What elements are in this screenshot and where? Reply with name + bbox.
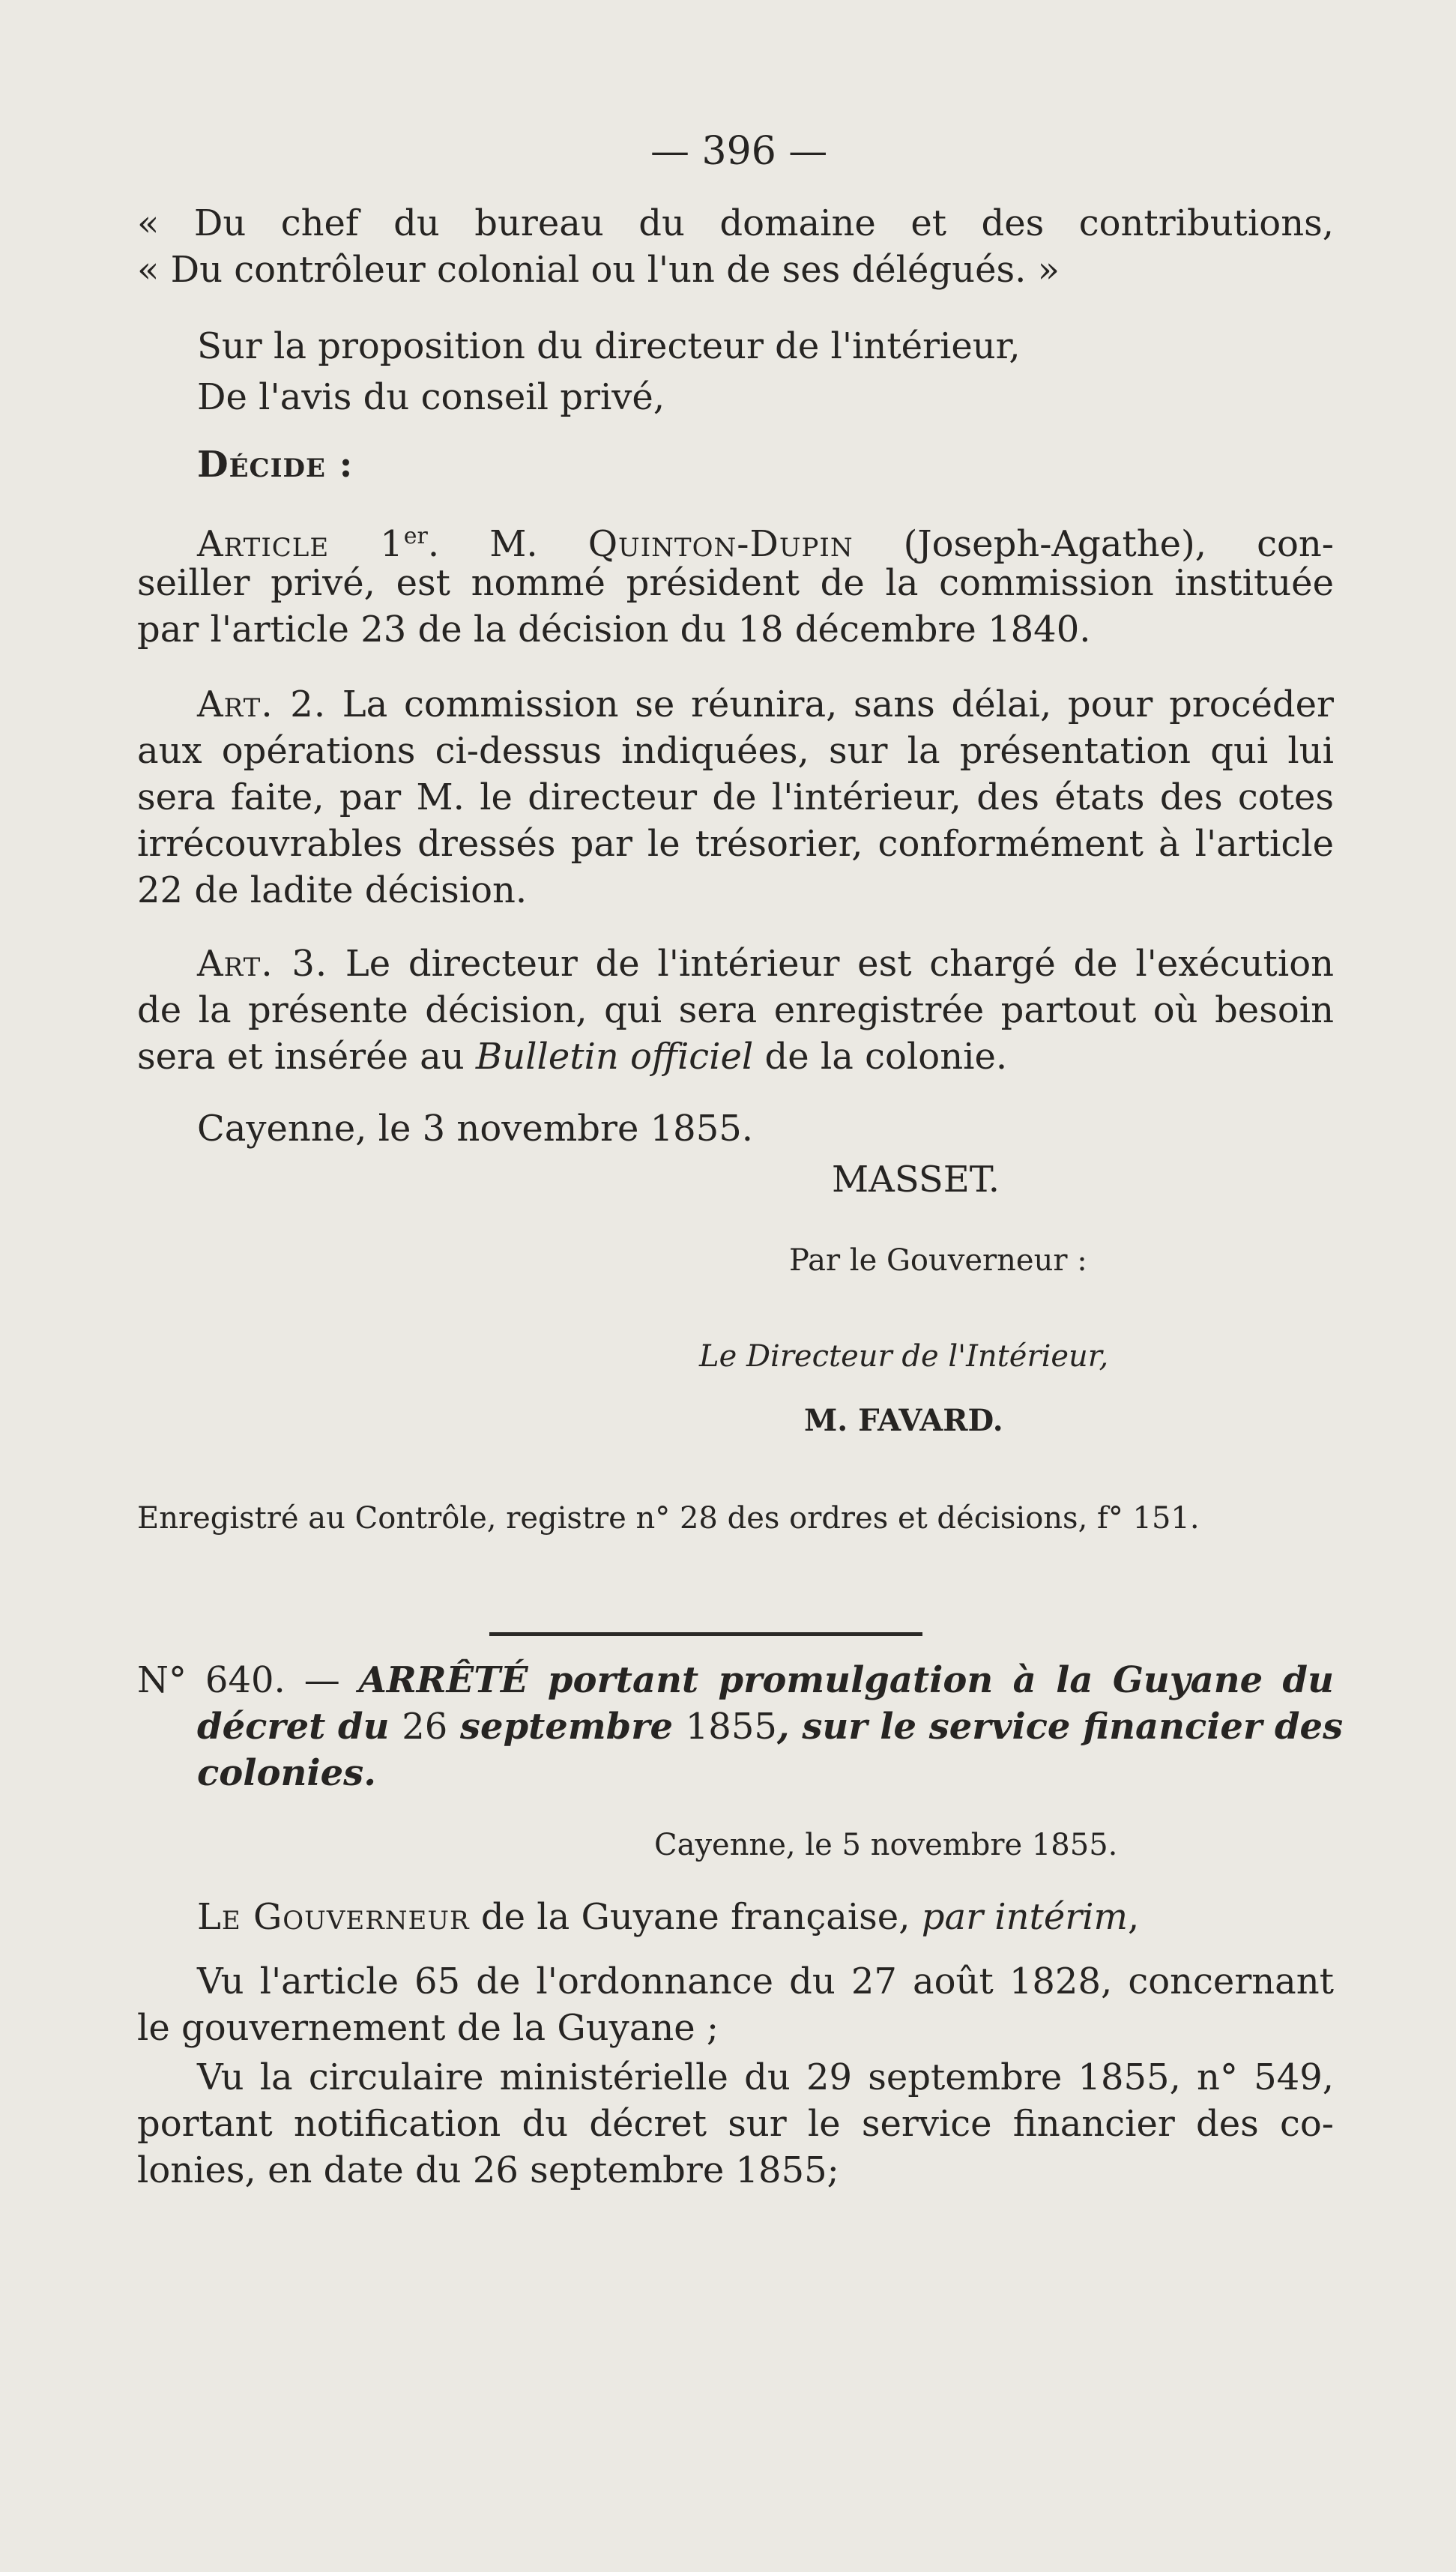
decision-heading: Décide : bbox=[197, 444, 354, 486]
section-divider bbox=[489, 1632, 922, 1636]
text-line bbox=[197, 1895, 1334, 1939]
text-line: Vu la circulaire ministérielle du 29 septembre 1855, n° 549, bbox=[197, 2056, 1334, 2098]
article-3-line bbox=[197, 941, 1334, 986]
text-line: « Du contrôleur colonial ou l'un de ses délégués. » bbox=[137, 249, 1060, 291]
text-segment: 26 bbox=[402, 1706, 448, 1748]
article-label: Art. 3. bbox=[197, 943, 328, 985]
text-line: irrécouvrables dressés par le trésorier, conformément à l'article bbox=[137, 823, 1334, 865]
governor-title: Le Gouverneur bbox=[197, 1896, 470, 1938]
text-line: « Du chef du bureau du domaine et des contributions, bbox=[137, 202, 1334, 244]
text-segment: , bbox=[1128, 1896, 1140, 1938]
signatory-title: Le Directeur de l'Intérieur, bbox=[699, 1339, 1109, 1374]
text-line: portant notification du décret sur le service financier des co- bbox=[137, 2103, 1334, 2145]
article-label: Art. 2. bbox=[197, 683, 327, 725]
registration-note: Enregistré au Contrôle, registre n° 28 des ordres et décisions, f° 151. bbox=[137, 1501, 1200, 1536]
text-line: seiller privé, est nommé président de la commission instituée bbox=[137, 562, 1334, 604]
text-segment: , sur le service financier des bbox=[776, 1706, 1344, 1748]
text-line: par l'article 23 de la décision du 18 décembre 1840. bbox=[137, 609, 1091, 650]
ordinal-suffix: er bbox=[403, 523, 428, 549]
text-segment: de la colonie. bbox=[753, 1036, 1008, 1078]
text-line: Vu l'article 65 de l'ordonnance du 27 août 1828, concernant bbox=[197, 1960, 1334, 2002]
text-segment: 1855 bbox=[685, 1706, 777, 1748]
text-line: lonies, en date du 26 septembre 1855; bbox=[137, 2149, 839, 2191]
text-line: 22 de ladite décision. bbox=[137, 869, 528, 911]
text-segment: La commission se réunira, sans délai, pour procéder bbox=[326, 683, 1335, 725]
text-line: sera faite, par M. le directeur de l'intérieur, des états des cotes bbox=[137, 776, 1334, 818]
arrete-title-line: colonies. bbox=[197, 1752, 376, 1794]
text-line: de la présente décision, qui sera enregistrée partout où besoin bbox=[137, 989, 1334, 1031]
article-2-line bbox=[197, 682, 1334, 727]
person-name: Quinton-Dupin bbox=[587, 523, 854, 565]
text-line: aux opérations ci-dessus indiquées, sur la présentation qui lui bbox=[137, 730, 1334, 772]
text-segment: sera et insérée au bbox=[137, 1036, 476, 1078]
text-line: De l'avis du conseil privé, bbox=[197, 376, 665, 418]
text-line: le gouvernement de la Guyane ; bbox=[137, 2007, 719, 2049]
signatory-line: Par le Gouverneur : bbox=[789, 1243, 1087, 1278]
signature-name: MASSET. bbox=[832, 1159, 1000, 1201]
text-line: Sur la proposition du directeur de l'intérieur, bbox=[197, 325, 1021, 367]
article-label: Article 1 bbox=[197, 523, 404, 565]
text-segment: N° 640. — bbox=[137, 1659, 359, 1701]
arrete-title-line bbox=[137, 1658, 1334, 1703]
text-line bbox=[137, 1034, 1334, 1079]
bulletin-title: Bulletin officiel bbox=[475, 1036, 754, 1078]
text-segment: septembre bbox=[447, 1706, 686, 1748]
text-segment: . M. bbox=[427, 523, 588, 565]
text-segment: ARRÊTÉ portant promulgation à la Guyane du bbox=[358, 1659, 1334, 1701]
arrete-title-line bbox=[197, 1704, 1344, 1749]
text-segment: décret du bbox=[197, 1706, 402, 1748]
signatory-name: M. FAVARD. bbox=[804, 1403, 1003, 1438]
text-segment: par intérim bbox=[921, 1896, 1129, 1938]
text-segment: (Joseph-Agathe), con- bbox=[853, 523, 1335, 565]
text-segment: Le directeur de l'intérieur est chargé de l'exécution bbox=[327, 943, 1335, 985]
article-1-line bbox=[197, 514, 1335, 565]
text-segment: de la Guyane française, bbox=[469, 1896, 922, 1938]
page-number: — 396 — bbox=[650, 129, 828, 174]
arrete-date: Cayenne, le 5 novembre 1855. bbox=[654, 1828, 1118, 1862]
date-line: Cayenne, le 3 novembre 1855. bbox=[197, 1108, 754, 1150]
